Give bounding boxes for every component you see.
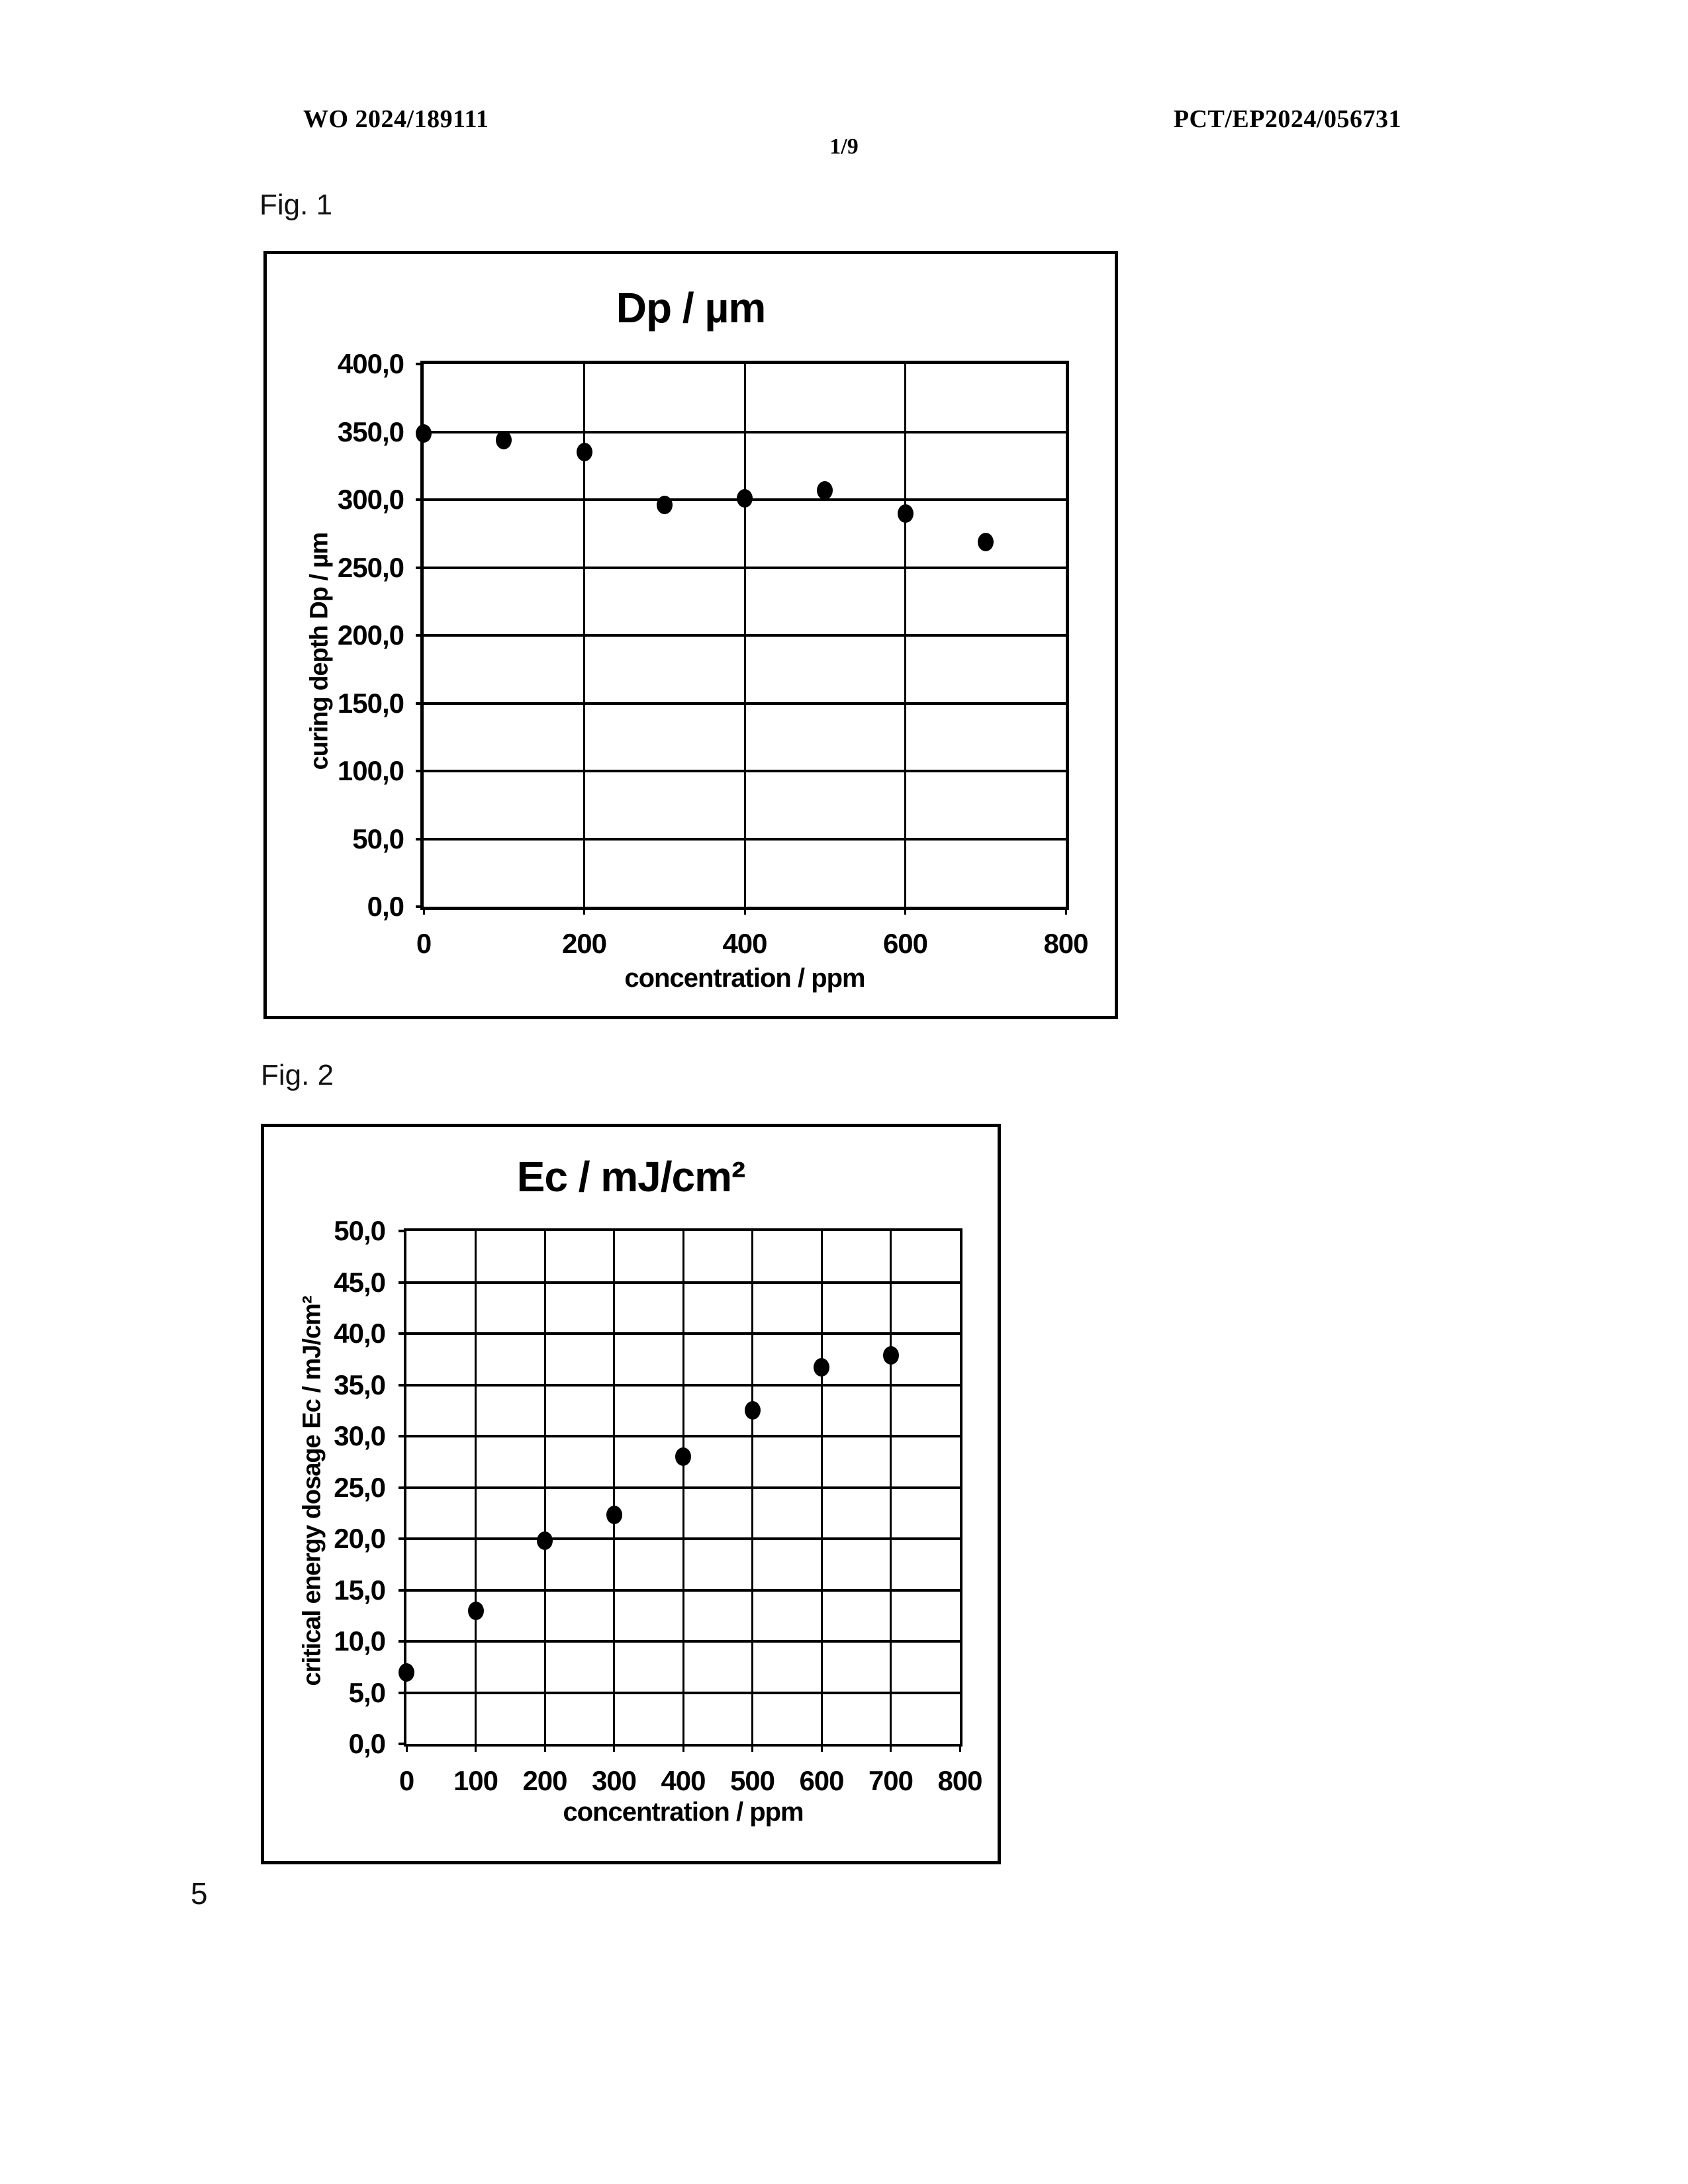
data-point	[978, 533, 994, 551]
y-tick	[399, 1281, 406, 1284]
y-axis-title: curing depth Dp / µm	[305, 532, 334, 770]
v-gridline	[904, 364, 906, 907]
y-tick	[399, 1640, 406, 1643]
x-tick	[751, 1744, 753, 1752]
x-tick-label: 500	[729, 1765, 775, 1796]
chart-title: Ec / mJ/cm²	[516, 1153, 745, 1201]
x-tick-label: 800	[937, 1765, 982, 1796]
data-point	[496, 431, 512, 449]
y-tick-label: 250,0	[337, 551, 404, 583]
y-tick	[399, 1230, 406, 1232]
y-tick	[399, 1692, 406, 1694]
x-tick	[583, 907, 585, 915]
y-axis-title: critical energy dosage Ec / mJ/cm²	[298, 1296, 326, 1686]
data-point	[817, 481, 833, 500]
y-tick-label: 15,0	[334, 1574, 385, 1606]
x-tick-label: 800	[1043, 928, 1088, 959]
y-tick	[416, 567, 424, 569]
figure-1-frame	[263, 251, 1118, 1019]
x-tick	[544, 1744, 546, 1752]
data-point	[675, 1447, 691, 1466]
data-point	[468, 1602, 484, 1620]
x-tick	[904, 907, 906, 915]
v-gridline	[682, 1231, 684, 1744]
data-point	[883, 1346, 899, 1365]
figure-2-label: Fig. 2	[261, 1059, 334, 1091]
x-tick	[613, 1744, 615, 1752]
y-tick	[416, 363, 424, 365]
y-tick-label: 100,0	[337, 755, 404, 786]
x-tick	[821, 1744, 823, 1752]
publication-number: WO 2024/189111	[303, 105, 489, 133]
data-point	[737, 489, 753, 508]
y-tick-label: 150,0	[337, 687, 404, 719]
data-point	[898, 504, 914, 523]
y-tick	[399, 1332, 406, 1335]
x-tick-label: 100	[453, 1765, 498, 1796]
x-tick-label: 200	[561, 928, 607, 959]
page-number: 5	[191, 1876, 208, 1911]
x-tick-label: 0	[416, 928, 432, 959]
x-tick-label: 600	[799, 1765, 844, 1796]
v-gridline	[744, 364, 746, 907]
y-tick-label: 50,0	[334, 1215, 385, 1246]
y-tick	[399, 1384, 406, 1387]
x-tick	[890, 1744, 892, 1752]
x-tick-label: 600	[882, 928, 928, 959]
y-tick	[416, 498, 424, 501]
data-point	[814, 1358, 829, 1377]
y-tick-label: 200,0	[337, 619, 404, 651]
y-tick	[416, 770, 424, 772]
sheet-index: 1/9	[829, 134, 859, 159]
y-tick	[416, 838, 424, 841]
figure-2-frame	[261, 1124, 1001, 1864]
y-tick-label: 25,0	[334, 1471, 385, 1503]
v-gridline	[613, 1231, 615, 1744]
y-tick	[399, 1589, 406, 1592]
x-tick-label: 400	[661, 1765, 706, 1796]
data-point	[537, 1531, 553, 1550]
data-point	[577, 443, 592, 461]
y-tick-label: 0,0	[367, 891, 404, 922]
y-tick-label: 50,0	[352, 823, 404, 854]
y-tick-label: 35,0	[334, 1369, 385, 1400]
v-gridline	[544, 1231, 546, 1744]
data-point	[399, 1663, 414, 1682]
x-tick	[423, 907, 425, 915]
v-gridline	[821, 1231, 823, 1744]
y-tick-label: 300,0	[337, 484, 404, 515]
x-axis-title: concentration / ppm	[624, 964, 865, 993]
y-tick	[416, 634, 424, 637]
x-tick-label: 400	[722, 928, 767, 959]
y-tick-label: 30,0	[334, 1420, 385, 1451]
x-tick-label: 0	[399, 1765, 414, 1796]
data-point	[606, 1506, 622, 1524]
y-tick	[399, 1435, 406, 1437]
data-point	[745, 1401, 761, 1420]
y-tick-label: 20,0	[334, 1523, 385, 1554]
x-tick	[1065, 907, 1067, 915]
y-tick-label: 40,0	[334, 1318, 385, 1349]
application-number: PCT/EP2024/056731	[1173, 105, 1401, 133]
x-tick	[959, 1744, 961, 1752]
data-point	[657, 496, 673, 514]
chart-title: Dp / µm	[616, 284, 766, 332]
y-tick-label: 350,0	[337, 416, 404, 447]
x-tick-label: 300	[591, 1765, 637, 1796]
x-tick-label: 700	[868, 1765, 914, 1796]
x-tick	[744, 907, 746, 915]
y-tick	[416, 702, 424, 705]
v-gridline	[890, 1231, 892, 1744]
x-tick	[406, 1744, 408, 1752]
y-tick-label: 400,0	[337, 348, 404, 379]
x-tick	[682, 1744, 684, 1752]
y-tick-label: 0,0	[348, 1728, 385, 1759]
x-axis-title: concentration / ppm	[563, 1797, 804, 1827]
v-gridline	[751, 1231, 753, 1744]
y-tick-label: 10,0	[334, 1625, 385, 1657]
x-tick-label: 200	[522, 1765, 567, 1796]
x-tick	[475, 1744, 477, 1752]
y-tick	[399, 1537, 406, 1540]
y-tick	[399, 1486, 406, 1489]
figure-1-label: Fig. 1	[259, 189, 333, 221]
data-point	[416, 424, 432, 443]
v-gridline	[475, 1231, 477, 1744]
y-tick-label: 5,0	[348, 1676, 385, 1708]
y-tick-label: 45,0	[334, 1266, 385, 1298]
